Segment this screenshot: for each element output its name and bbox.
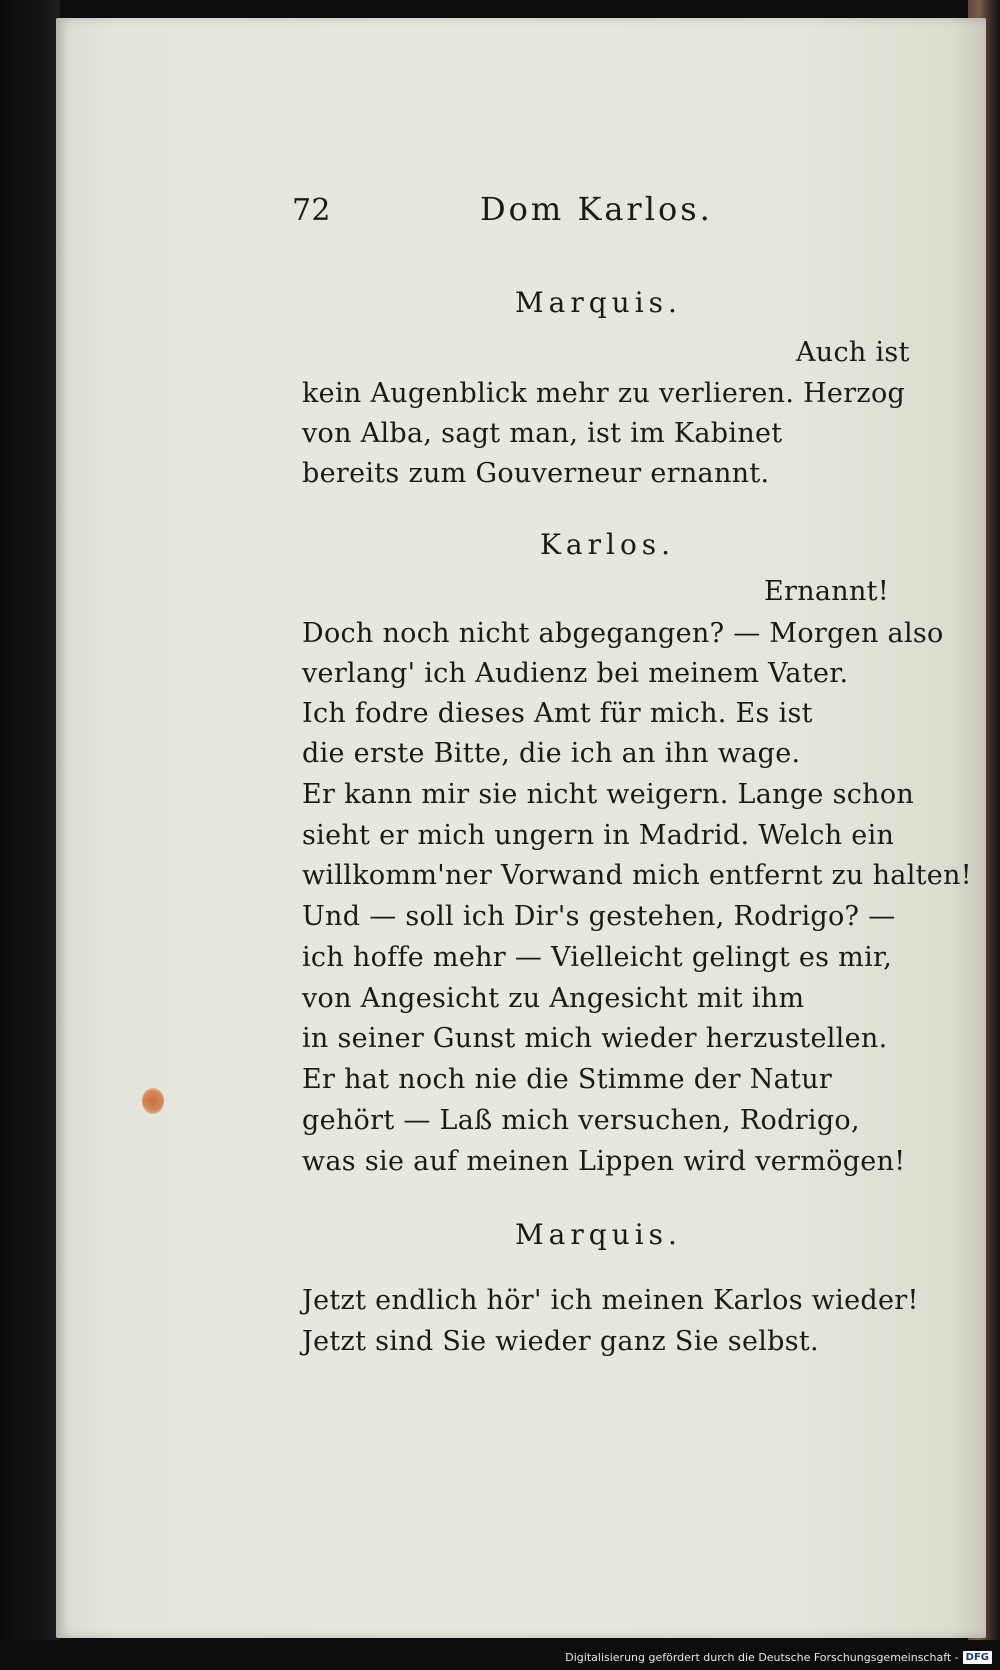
text-line: Jetzt sind Sie wieder ganz Sie selbst. [302, 1326, 819, 1357]
text-line: von Alba, sagt man, ist im Kabinet [302, 418, 783, 449]
text-line: die erste Bitte, die ich an ihn wage. [302, 738, 801, 769]
text-line: von Angesicht zu Angesicht mit ihm [302, 983, 805, 1014]
speaker-marquis: Marquis. [515, 1218, 682, 1251]
text-line: Jetzt endlich hör' ich meinen Karlos wieder! [302, 1285, 919, 1316]
page-number: 72 [292, 193, 331, 228]
speaker-karlos: Karlos. [540, 528, 676, 561]
text-line: ich hoffe mehr — Vielleicht gelingt es mir, [302, 942, 893, 973]
text-line: Doch noch nicht abgegangen? — Morgen also [302, 618, 944, 649]
page-stain [142, 1088, 164, 1114]
footer-text: Digitalisierung gefördert durch die Deutsche Forschungsgemeinschaft - [565, 1651, 959, 1664]
speaker-marquis: Marquis. [515, 286, 682, 319]
text-line: verlang' ich Audienz bei meinem Vater. [302, 658, 849, 689]
text-line: was sie auf meinen Lippen wird vermögen! [302, 1146, 906, 1177]
text-line: Ernannt! [764, 576, 889, 607]
text-line: Er hat noch nie die Stimme der Natur [302, 1064, 833, 1095]
text-line: Er kann mir sie nicht weigern. Lange schon [302, 779, 915, 810]
running-head: Dom Karlos. [480, 190, 713, 228]
text-line: Und — soll ich Dir's gestehen, Rodrigo? — [302, 901, 896, 932]
dfg-logo-icon: DFG [963, 1651, 992, 1664]
text-line: bereits zum Gouverneur ernannt. [302, 458, 770, 489]
text-line: kein Augenblick mehr zu verlieren. Herzog [302, 378, 906, 409]
text-line: in seiner Gunst mich wieder herzustellen. [302, 1023, 888, 1054]
text-line: Ich fodre dieses Amt für mich. Es ist [302, 698, 813, 729]
text-line: willkomm'ner Vorwand mich entfernt zu halten! [302, 860, 972, 891]
text-line: sieht er mich ungern in Madrid. Welch ein [302, 820, 895, 851]
book-cover-left [0, 0, 60, 1640]
text-line: Auch ist [796, 337, 910, 368]
text-line: gehört — Laß mich versuchen, Rodrigo, [302, 1105, 860, 1136]
digitization-footer [565, 1651, 992, 1664]
